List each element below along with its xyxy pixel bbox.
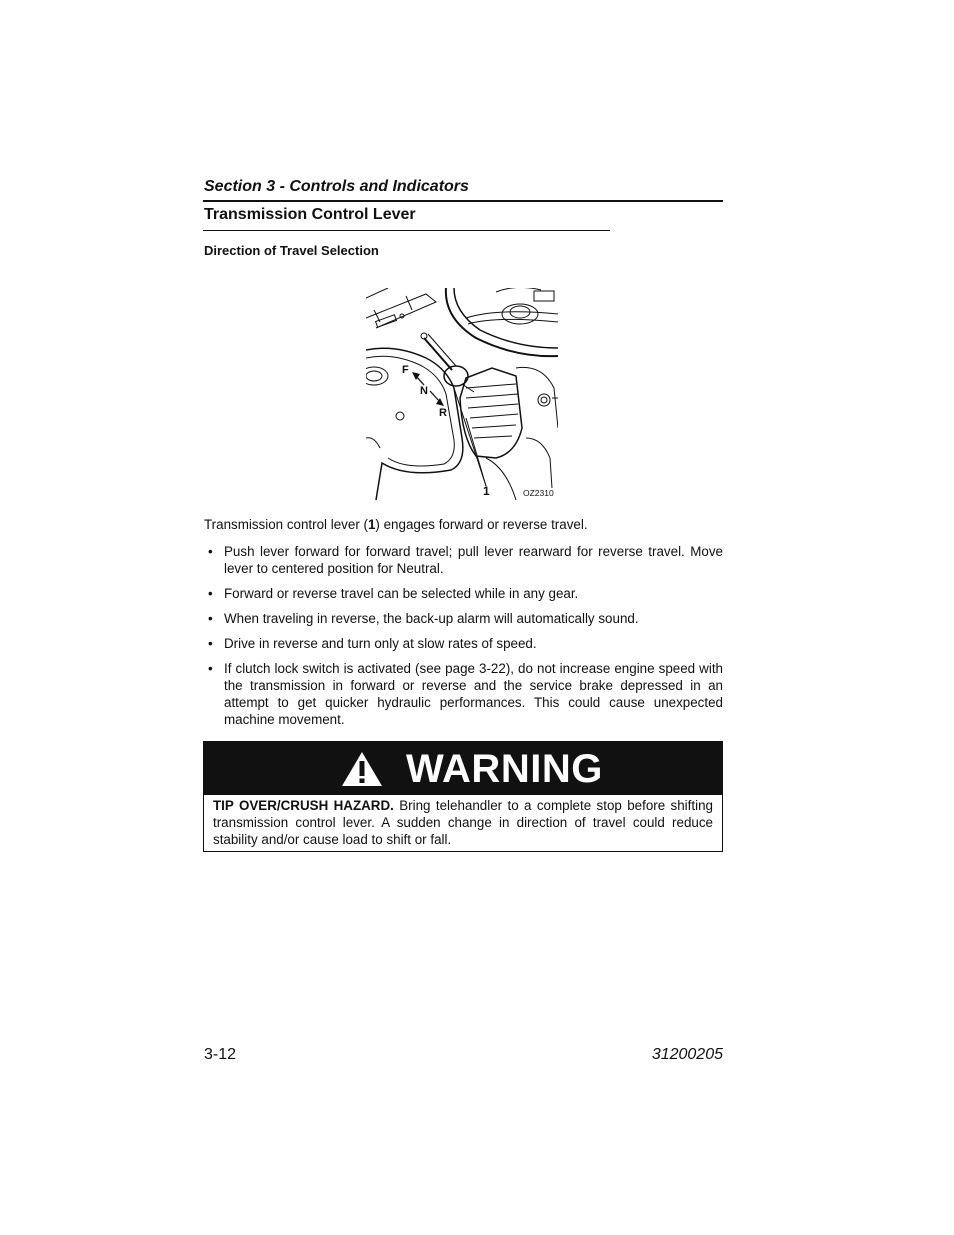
cab-interior-drawing bbox=[366, 288, 558, 500]
bullet-icon: • bbox=[208, 661, 213, 676]
document-number: 31200205 bbox=[651, 1046, 723, 1063]
label-neutral: N bbox=[420, 385, 428, 397]
list-item bbox=[204, 660, 723, 728]
title-rule bbox=[203, 230, 610, 231]
sub-heading: Direction of Travel Selection bbox=[204, 243, 379, 258]
intro-before: Transmission control lever ( bbox=[204, 517, 368, 532]
warning-banner bbox=[204, 742, 722, 795]
list-item bbox=[204, 635, 723, 652]
warning-box bbox=[203, 741, 723, 852]
list-item bbox=[204, 610, 723, 627]
list-item-text: Drive in reverse and turn only at slow rates of speed. bbox=[224, 636, 537, 651]
section-rule bbox=[203, 200, 723, 202]
callout-number: 1 bbox=[483, 484, 490, 498]
warning-word: WARNING bbox=[406, 747, 603, 791]
list-item-text: Forward or reverse travel can be selected while in any gear. bbox=[224, 586, 579, 601]
bullet-icon: • bbox=[208, 636, 213, 651]
page-number: 3-12 bbox=[204, 1046, 237, 1063]
warning-triangle-icon bbox=[340, 750, 384, 788]
list-item-text: Push lever forward for forward travel; pull lever rearward for reverse travel. Move lever to centered position for Neutral. bbox=[224, 544, 723, 576]
transmission-lever-figure bbox=[366, 288, 558, 500]
list-item-text: If clutch lock switch is activated (see page 3-22), do not increase engine speed with the transmission in forward or reverse and the service brake depressed in an attempt to get quicker hydraulic performances. This could cause unexpected machine movement. bbox=[224, 661, 723, 727]
label-reverse: R bbox=[439, 407, 447, 419]
bullet-icon: • bbox=[208, 586, 213, 601]
section-header: Section 3 - Controls and Indicators bbox=[204, 178, 469, 195]
list-item bbox=[204, 585, 723, 602]
bullet-list bbox=[204, 543, 723, 736]
list-item-text: When traveling in reverse, the back-up alarm will automatically sound. bbox=[224, 611, 639, 626]
intro-paragraph bbox=[204, 516, 724, 533]
warning-text bbox=[213, 797, 713, 848]
warning-description: Bring telehandler to a complete stop before shifting transmission control lever. A sudden change in direction of travel could reduce stability and/or cause load to shift or fall. bbox=[213, 798, 713, 847]
intro-after: ) engages forward or reverse travel. bbox=[375, 517, 588, 532]
bullet-icon: • bbox=[208, 611, 213, 626]
hazard-label: TIP OVER/CRUSH HAZARD. bbox=[213, 798, 394, 813]
bullet-icon: • bbox=[208, 544, 213, 559]
page-title: Transmission Control Lever bbox=[204, 206, 416, 223]
label-forward: F bbox=[402, 364, 409, 376]
figure-id: OZ2310 bbox=[523, 488, 554, 498]
list-item bbox=[204, 543, 723, 577]
intro-ref: 1 bbox=[367, 517, 376, 532]
